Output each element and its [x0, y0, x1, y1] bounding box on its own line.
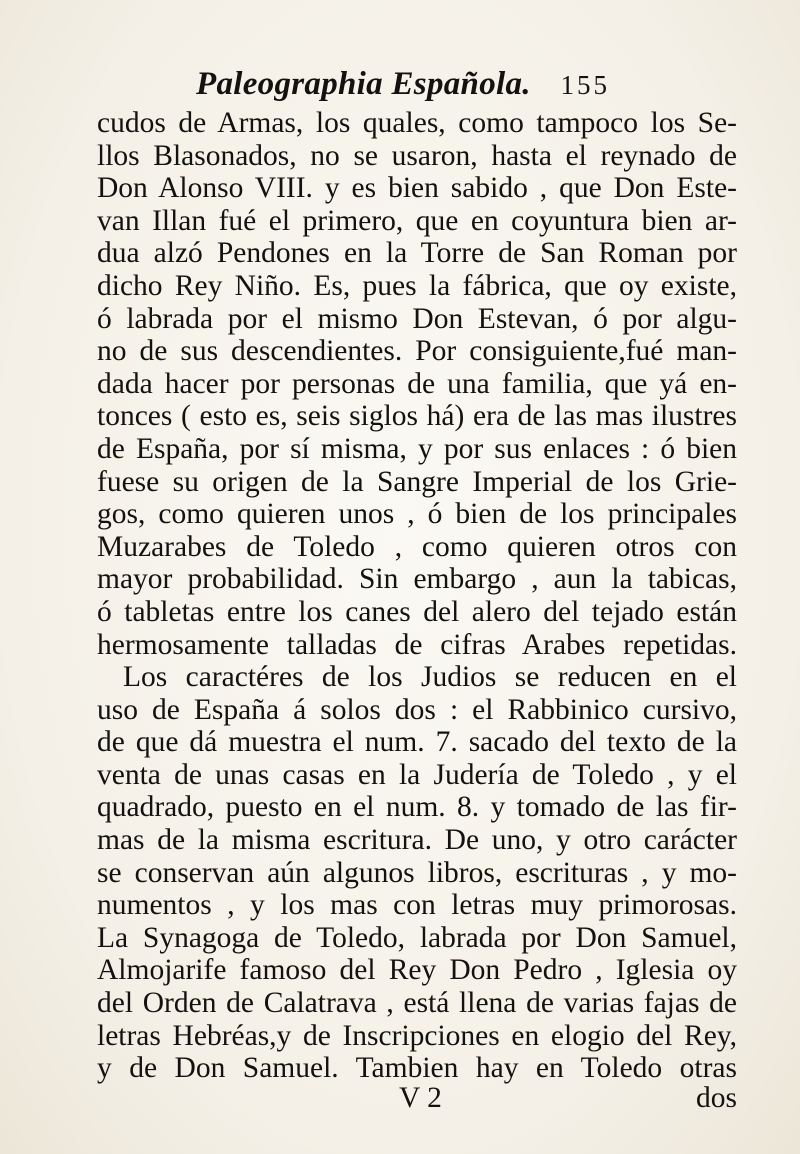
paragraph-start-line: Los caractéres de los Judios se reducen en el: [123, 661, 737, 694]
text-line: llos Blasonados, no se usaron, hasta el reynado de: [97, 139, 737, 172]
body-text: [97, 107, 737, 1085]
text-line: de España, por sí misma, y por sus enlaces : ó bien: [97, 432, 737, 465]
text-line: del Orden de Calatrava , está llena de varias fajas de: [97, 987, 737, 1020]
text-line: venta de unas casas en la Judería de Toledo , y el: [97, 758, 737, 791]
text-line: Almojarife famoso del Rey Don Pedro , Iglesia oy: [97, 954, 737, 987]
text-line: y de Don Samuel. Tambien hay en Toledo otras: [97, 1052, 737, 1085]
text-line: dicho Rey Niño. Es, pues la fábrica, que oy existe,: [97, 269, 737, 302]
signature-mark: V 2: [399, 1082, 442, 1114]
text-line: dada hacer por personas de una familia, que yá en-: [97, 367, 737, 400]
text-line: de que dá muestra el num. 7. sacado del texto de la: [97, 726, 737, 759]
text-line: Don Alonso VIII. y es bien sabido , que Don Este-: [97, 172, 737, 205]
text-line: mas de la misma escritura. De uno, y otro carácter: [97, 824, 737, 857]
page-header: [196, 66, 610, 106]
text-line: letras Hebréas,y de Inscripciones en elogio del Rey,: [97, 1019, 737, 1052]
text-line: La Synagoga de Toledo, labrada por Don Samuel,: [97, 921, 737, 954]
running-title: Paleographia Española.: [196, 66, 531, 102]
text-line: ó labrada por el mismo Don Estevan, ó por algu-: [97, 302, 737, 335]
text-line: tonces ( esto es, seis siglos há) era de las mas ilustres: [97, 400, 737, 433]
text-line: cudos de Armas, los quales, como tampoco los Se-: [97, 107, 737, 139]
text-line: van Illan fué el primero, que en coyuntura bien ar-: [97, 204, 737, 237]
text-line: hermosamente talladas de cifras Arabes repetidas.: [97, 628, 737, 661]
text-line: ó tabletas entre los canes del alero del tejado están: [97, 595, 737, 628]
text-line: mayor probabilidad. Sin embargo , aun la tabicas,: [97, 563, 737, 596]
text-line: dua alzó Pendones en la Torre de San Roman por: [97, 237, 737, 270]
text-line: fuese su origen de la Sangre Imperial de los Grie-: [97, 465, 737, 498]
text-line: gos, como quieren unos , ó bien de los principales: [97, 498, 737, 531]
text-line: Muzarabes de Toledo , como quieren otros con: [97, 530, 737, 563]
text-line: uso de España á solos dos : el Rabbinico cursivo,: [97, 693, 737, 726]
text-line: quadrado, puesto en el num. 8. y tomado de las fir-: [97, 791, 737, 824]
text-line: no de sus descendientes. Por consiguiente,fué man-: [97, 335, 737, 368]
page-footer: [97, 1082, 737, 1116]
page-number: 155: [560, 70, 610, 100]
catchword: dos: [696, 1082, 737, 1114]
text-line: se conservan aún algunos libros, escrituras , y mo-: [97, 856, 737, 889]
text-line: numentos , y los mas con letras muy primorosas.: [97, 889, 737, 922]
